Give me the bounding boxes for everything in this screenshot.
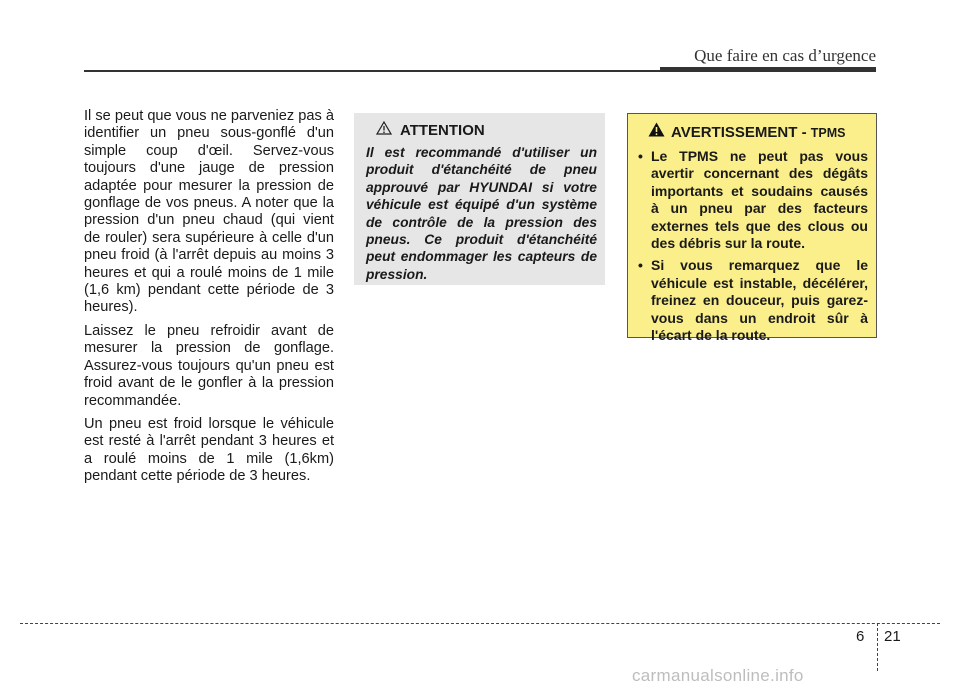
warning-box <box>627 113 877 344</box>
chapter-number: 6 <box>856 628 865 645</box>
warning-list <box>638 148 868 344</box>
attention-box <box>354 113 605 285</box>
warning-title-row <box>648 122 868 142</box>
header-rule-accent <box>660 67 876 72</box>
warning-triangle-filled-icon <box>648 122 665 142</box>
footer-dashed-rule <box>20 623 940 624</box>
footer-vertical-divider <box>877 623 878 671</box>
attention-title-row <box>376 121 597 140</box>
attention-title: ATTENTION <box>400 122 485 139</box>
warning-title-suffix: TPMS <box>810 125 846 140</box>
warning-item-2: • Si vous remarquez que le véhicule est instable, décélérer, freinez en douceur, puis garez-vous dans un endroit sûr à l'écart de la route. <box>638 257 868 344</box>
left-column <box>84 108 334 492</box>
attention-body: Il est recommandé d'utiliser un produit d'étanchéité de pneu approuvé par HYUNDAI si votre véhicule est équipé d'un système de contrôle de la pression des pneus. Ce produit d'étanchéité peut endommager les capteurs de pression. <box>366 145 597 282</box>
paragraph-3: Un pneu est froid lorsque le véhicule est resté à l'arrêt pendant 3 heures et a roulé moins de 1 mile (1,6km) pendant cette période de 3 heures. <box>84 415 334 485</box>
paragraph-2: Laissez le pneu refroidir avant de mesurer la pression de gonflage. Assurez-vous toujours qu'un pneu est froid avant de le gonfler à la pression recommandée. <box>84 322 334 409</box>
warning-item-1: • Le TPMS ne peut pas vous avertir concernant des dégâts importants et soudains causés à un pneu par des facteurs externes tels que des clous ou des débris sur la route. <box>638 148 868 252</box>
warning-title <box>671 124 845 141</box>
watermark: carmanualsonline.info <box>632 666 804 685</box>
page-number: 21 <box>884 628 901 645</box>
header-title: Que faire en cas d’urgence <box>694 46 876 65</box>
warning-title-main: AVERTISSEMENT - <box>671 123 811 141</box>
warning-triangle-outline-icon <box>376 121 392 140</box>
paragraph-1: Il se peut que vous ne parveniez pas à identifier un pneu sous-gonflé d'un simple coup d'œil. Servez-vous toujours d'une jauge de pression adaptée pour mesurer la pression de gonflage de vos pneus. A noter que la pression d'un pneu chaud (qui vient de rouler) sera supérieure à celle d'un pneu froid (à l'arrêt depuis au moins 3 heures et qui a roulé moins de 1 mile (1,6 km) pendant cette période de 3 heures). <box>84 108 334 316</box>
